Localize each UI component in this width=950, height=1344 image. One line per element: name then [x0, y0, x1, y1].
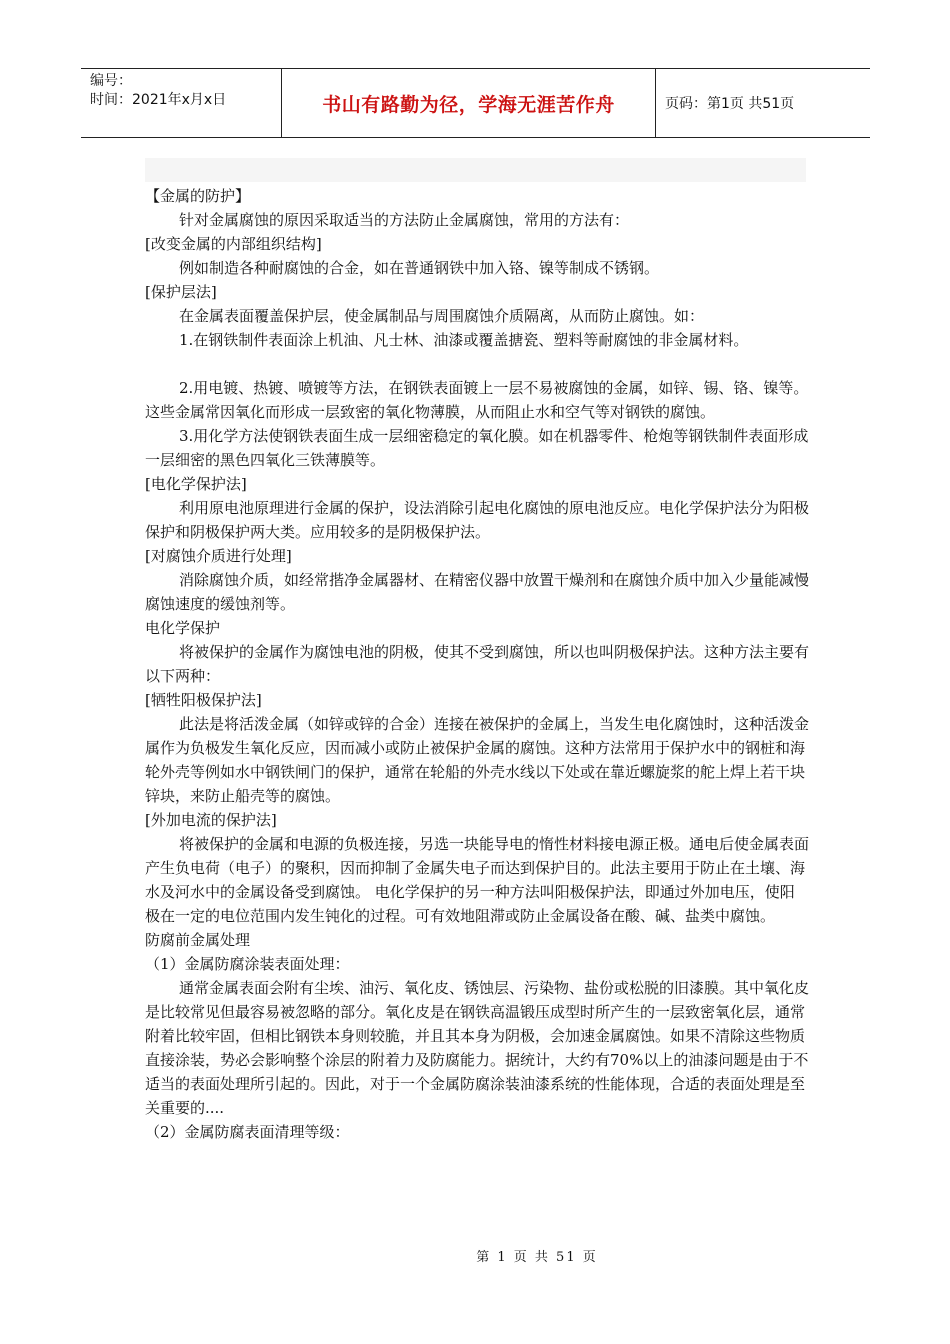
body-paragraph: 2.用电镀、热镀、喷镀等方法，在钢铁表面镀上一层不易被腐蚀的金属，如锌、锡、铬、镍等。这些金属常因氧化而形成一层致密的氧化物薄膜，从而阻止水和空气等对钢铁的腐蚀。 — [145, 379, 809, 421]
document-time-label: 时间：2021年x月x日 — [90, 92, 227, 108]
document-code-label: 编号： — [90, 73, 132, 89]
header-motto: 书山有路勤为径，学海无涯苦作舟 — [282, 69, 656, 137]
body-paragraph: 将被保护的金属作为腐蚀电池的阴极，使其不受到腐蚀，所以也叫阴极保护法。这种方法主要有以下两种： — [145, 643, 810, 685]
section-heading: [改变金属的内部组织结构] — [145, 235, 322, 253]
body-paragraph: 在金属表面覆盖保护层，使金属制品与周围腐蚀介质隔离，从而防止腐蚀。如： — [179, 307, 705, 325]
section-heading: [牺牲阳极保护法] — [145, 691, 262, 709]
body-paragraph: 1.在钢铁制件表面涂上机油、凡士林、油漆或覆盖搪瓷、塑料等耐腐蚀的非金属材料。 — [179, 331, 749, 349]
body-paragraph: 将被保护的金属和电源的负极连接，另选一块能导电的惰性材料接电源正极。通电后使金属表面产生负电荷（电子）的聚积，因而抑制了金属失电子而达到保护目的。此法主要用于防止在土壤、海水及河水中的金属设备受到腐蚀。 电化学保护的另一种方法叫阳极保护法，即通过外加电压，使阳极在一定的电位范围内发生钝化的过程。可有效地阻滞或防止金属设备在酸、碱、盐类中腐蚀。 — [145, 835, 810, 925]
section-heading: （2）金属防腐表面清理等级： — [145, 1123, 350, 1141]
section-heading: （1）金属防腐涂装表面处理： — [145, 955, 350, 973]
body-paragraph: 例如制造各种耐腐蚀的合金，如在普通钢铁中加入铬、镍等制成不锈钢。 — [179, 259, 660, 277]
document-body — [145, 184, 809, 1144]
body-paragraph: 利用原电池原理进行金属的保护，设法消除引起电化腐蚀的原电池反应。电化学保护法分为阳极保护和阴极保护两大类。应用较多的是阴极保护法。 — [145, 499, 810, 541]
header-page-number: 页码：第1页 共51页 — [665, 96, 795, 112]
body-paragraph: 此法是将活泼金属（如锌或锌的合金）连接在被保护的金属上，当发生电化腐蚀时，这种活泼金属作为负极发生氧化反应，因而减小或防止被保护金属的腐蚀。这种方法常用于保护水中的钢桩和海轮外壳等例如水中钢铁闸门的保护，通常在轮船的外壳水线以下处或在靠近螺旋浆的舵上焊上若干块锌块，来防止船壳等的腐蚀。 — [145, 715, 810, 805]
section-heading: [保护层法] — [145, 283, 217, 301]
section-heading: [电化学保护法] — [145, 475, 247, 493]
body-paragraph: 消除腐蚀介质，如经常揩净金属器材、在精密仪器中放置干燥剂和在腐蚀介质中加入少量能减慢腐蚀速度的缓蚀剂等。 — [145, 571, 810, 613]
body-paragraph: 通常金属表面会附有尘埃、油污、氧化皮、锈蚀层、污染物、盐份或松脱的旧漆膜。其中氧化皮是比较常见但最容易被忽略的部分。氧化皮是在钢铁高温锻压成型时所产生的一层致密氧化层，通常附着比较牢固，但相比钢铁本身则较脆，并且其本身为阴极，会加速金属腐蚀。如果不清除这些物质直接涂装，势必会影响整个涂层的附着力及防腐能力。据统计，大约有70%以上的油漆问题是由于不适当的表面处理所引起的。因此，对于一个金属防腐涂装油漆系统的性能体现，合适的表面处理是至关重要的.... — [145, 979, 810, 1117]
section-heading: [对腐蚀介质进行处理] — [145, 547, 292, 565]
page-footer: 第 1 页 共 51 页 — [476, 1250, 598, 1265]
body-paragraph: 3.用化学方法使钢铁表面生成一层细密稳定的氧化膜。如在机器零件、枪炮等钢铁制件表面形成一层细密的黑色四氧化三铁薄膜等。 — [145, 427, 809, 469]
section-heading: [外加电流的保护法] — [145, 811, 277, 829]
section-heading: 【金属的防护】 — [145, 187, 251, 205]
section-heading: 电化学保护 — [145, 619, 221, 637]
blank-line — [145, 352, 809, 376]
header-meta — [81, 69, 282, 137]
page-header — [81, 68, 870, 138]
body-paragraph: 针对金属腐蚀的原因采取适当的方法防止金属腐蚀，常用的方法有： — [179, 211, 630, 229]
section-heading: 防腐前金属处理 — [145, 931, 251, 949]
gray-banner — [145, 158, 806, 182]
